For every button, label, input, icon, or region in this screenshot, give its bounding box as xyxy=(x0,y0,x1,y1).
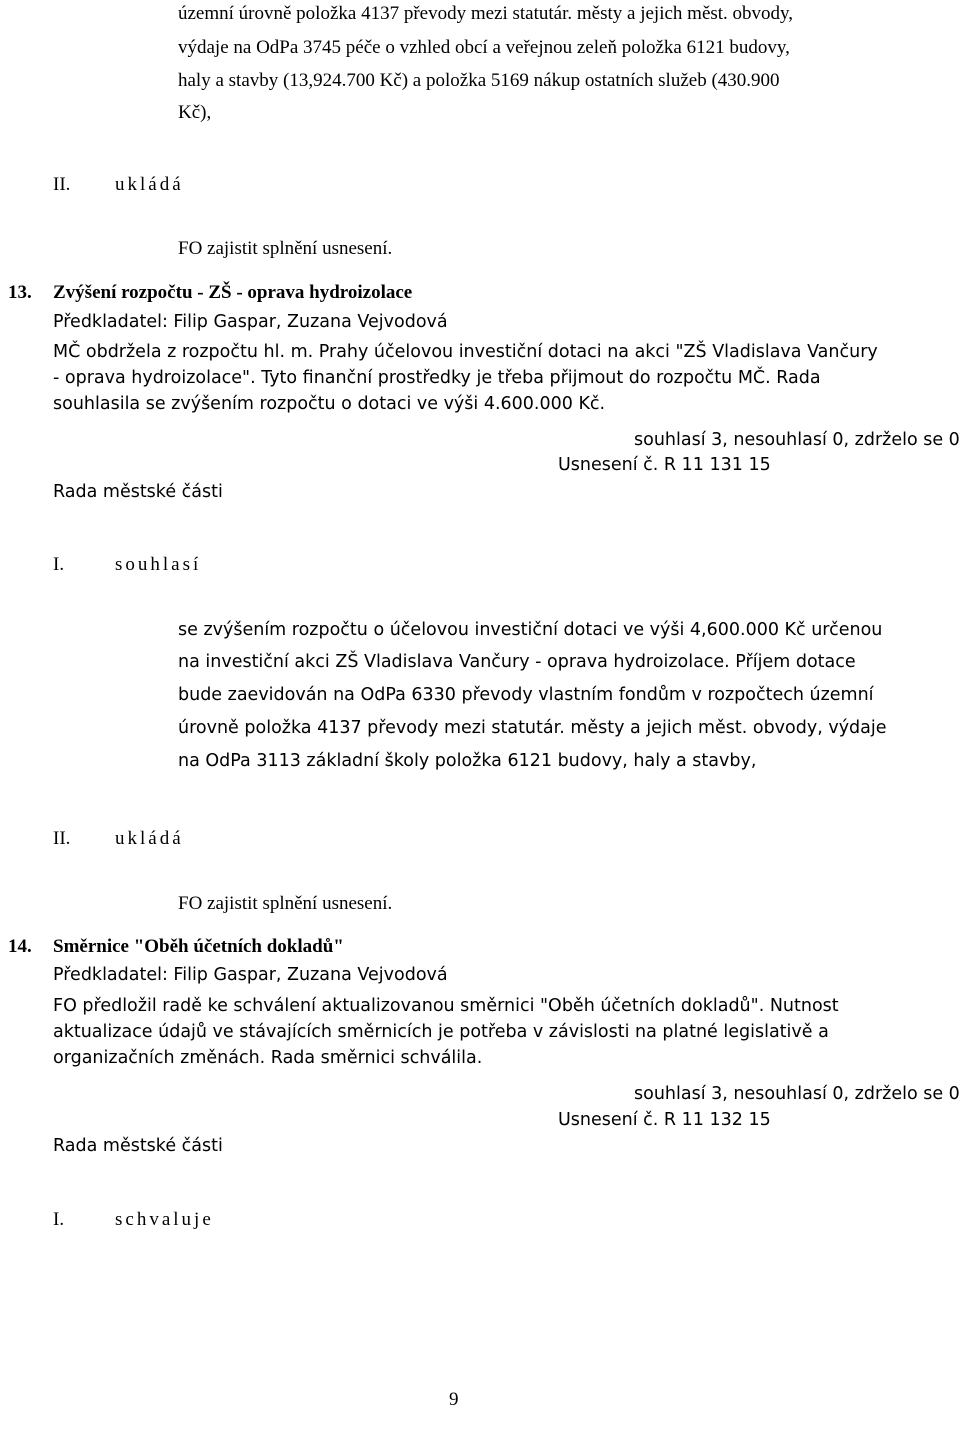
continuation-line-4: Kč), xyxy=(178,102,212,123)
section-text-line-5: na OdPa 3113 základní školy položka 6121 budovy, haly a stavby, xyxy=(178,751,757,771)
page-number: 9 xyxy=(449,1389,459,1410)
item-desc-line-3: organizačních změnách. Rada směrnici schválila. xyxy=(53,1048,483,1068)
section-numeral: II. xyxy=(53,174,71,195)
continuation-line-2: výdaje na OdPa 3745 péče o vzhled obcí a veřejnou zeleň položka 6121 budovy, xyxy=(178,37,790,58)
vote-result: souhlasí 3, nesouhlasí 0, zdrželo se 0 xyxy=(634,430,960,450)
section-text-line-1: se zvýšením rozpočtu o účelovou investiční dotaci ve výši 4,600.000 Kč určenou xyxy=(178,620,883,640)
item-number: 13. xyxy=(8,282,32,303)
item-desc-line-1: FO předložil radě ke schválení aktualizovanou směrnici "Oběh účetních dokladů". Nutnost xyxy=(53,996,839,1016)
resolution-number: Usnesení č. R 11 132 15 xyxy=(558,1110,771,1130)
council-body: Rada městské části xyxy=(53,482,223,502)
item-desc-line-3: souhlasila se zvýšením rozpočtu o dotaci ve výši 4.600.000 Kč. xyxy=(53,394,606,414)
resolution-number: Usnesení č. R 11 131 15 xyxy=(558,455,771,475)
section-text: FO zajistit splnění usnesení. xyxy=(178,893,393,914)
item-desc-line-2: aktualizace údajů ve stávajících směrnicích je potřeba v závislosti na platné legislativě a xyxy=(53,1022,829,1042)
section-verb: souhlasí xyxy=(115,554,202,575)
section-verb: schvaluje xyxy=(115,1209,214,1230)
item-desc-line-2: - oprava hydroizolace". Tyto finanční prostředky je třeba přijmout do rozpočtu MČ. Rada xyxy=(53,368,821,388)
continuation-line-1: územní úrovně položka 4137 převody mezi statutár. městy a jejich měst. obvody, xyxy=(178,3,794,24)
item-desc-line-1: MČ obdržela z rozpočtu hl. m. Prahy účelovou investiční dotaci na akci "ZŠ Vladislava Vančury xyxy=(53,342,878,362)
section-text: FO zajistit splnění usnesení. xyxy=(178,238,393,259)
section-text-line-2: na investiční akci ZŠ Vladislava Vančury - oprava hydroizolace. Příjem dotace xyxy=(178,652,856,672)
council-body: Rada městské části xyxy=(53,1136,223,1156)
item-submitters: Předkladatel: Filip Gaspar, Zuzana Vejvodová xyxy=(53,965,448,985)
item-number: 14. xyxy=(8,936,32,957)
item-title: Směrnice "Oběh účetních dokladů" xyxy=(53,936,344,957)
section-verb: ukládá xyxy=(115,828,184,849)
section-numeral: I. xyxy=(53,1209,65,1230)
section-verb: ukládá xyxy=(115,174,184,195)
continuation-line-3: haly a stavby (13,924.700 Kč) a položka 5169 nákup ostatních služeb (430.900 xyxy=(178,70,780,91)
item-title: Zvýšení rozpočtu - ZŠ - oprava hydroizolace xyxy=(53,282,413,303)
section-text-line-3: bude zaevidován na OdPa 6330 převody vlastním fondům v rozpočtech územní xyxy=(178,685,874,705)
section-text-line-4: úrovně položka 4137 převody mezi statutár. městy a jejich měst. obvody, výdaje xyxy=(178,718,887,738)
vote-result: souhlasí 3, nesouhlasí 0, zdrželo se 0 xyxy=(634,1084,960,1104)
item-submitters: Předkladatel: Filip Gaspar, Zuzana Vejvodová xyxy=(53,312,448,332)
section-numeral: II. xyxy=(53,828,71,849)
section-numeral: I. xyxy=(53,554,65,575)
